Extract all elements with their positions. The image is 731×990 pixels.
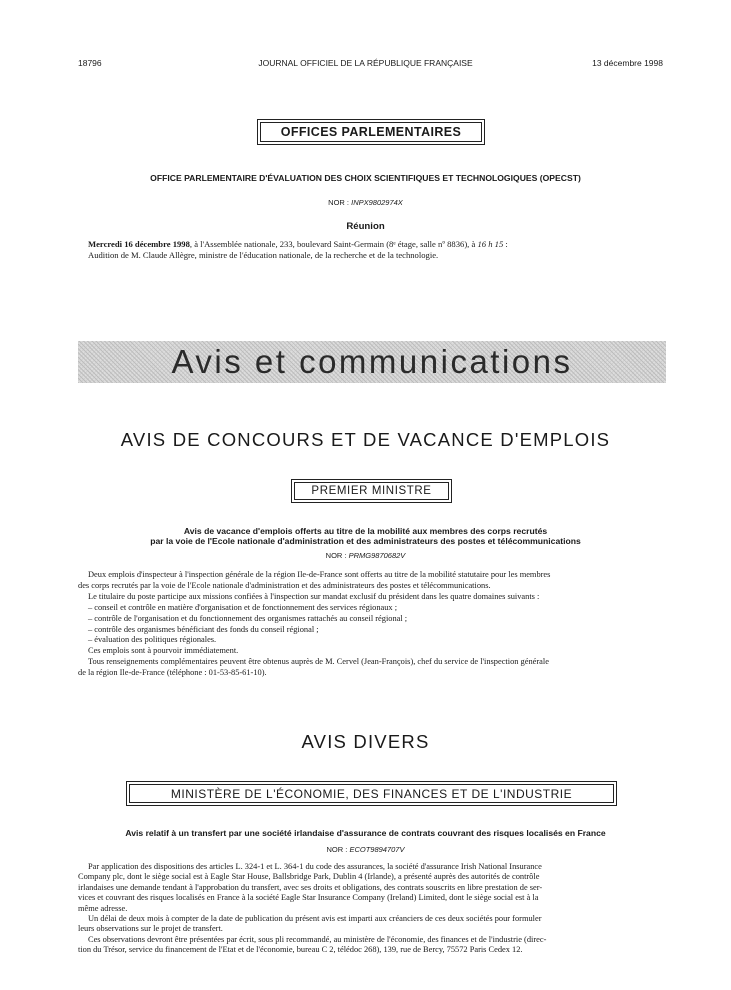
meeting-time: 16 h 15 [477,239,504,249]
nor-label: NOR : [328,198,350,207]
list-item: – conseil et contrôle en matière d'organisation et de fonctionnement des services régionaux ; [88,602,398,612]
divers-section-title: AVIS DIVERS [301,731,430,752]
paragraph-line: Un délai de deux mois à compter de la date de publication du présent avis est imparti aux créanciers de ces deux sociétés pour formuler [88,914,542,924]
paragraph-line: Ces emplois sont à pourvoir immédiatement. [88,646,239,656]
transfer-notice-body [78,862,668,956]
meeting-line-2: Audition de M. Claude Allègre, ministre de l'éducation nationale, de la recherche et de la technologie. [88,250,439,260]
concours-section-title: AVIS DE CONCOURS ET DE VACANCE D'EMPLOIS [120,429,611,450]
nor-code: ECOT9894707V [349,845,405,854]
vacancy-title-line-2: par la voie de l'Ecole nationale d'administration et des administrateurs des postes et télécommunications [150,536,581,546]
paragraph-line: vices et couvrant des risques localisés en France à la société Eagle Star Insurance Company (Ireland) Limited, dont le siège social est à la [78,893,539,903]
nor-label: NOR : [326,845,348,854]
paragraph-line: Tous renseignements complémentaires peuvent être obtenus auprès de M. Cervel (Jean-François), chef du service de l'inspection générale [88,657,549,667]
offices-section-title: OFFICES PARLEMENTAIRES [280,125,462,139]
paragraph-line: Deux emplois d'inspecteur à l'inspection générale de la région Ile-de-France sont offerts au titre de la mobilité statutaire pour les membres [88,570,551,579]
paragraph-line: Company plc, dont le siège social est à Eagle Star House, Ballsbridge Park, Dublin 4 (Irlande), a présenté auprès des autorités de contrôle [78,872,540,882]
meeting-place: , à l'Assemblée nationale, 233, boulevard Saint-Germain (8ᵉ étage, salle nº 8836), à [189,239,478,249]
paragraph-line: Ces observations devront être présentées par écrit, sous pli recommandé, au ministère de l'économie, des finances et de l'industrie (direc- [88,934,547,944]
premier-ministre-label: PREMIER MINISTRE [311,485,432,497]
nor-code: INPX9802974X [351,198,403,207]
nor-code: PRMG9870682V [348,551,406,560]
paragraph-line: de la région Ile-de-France (téléphone : 01-53-85-61-10). [78,668,267,678]
page-number: 18796 [78,58,102,68]
ministry-label: MINISTÈRE DE L'ÉCONOMIE, DES FINANCES ET DE L'INDUSTRIE [170,787,573,801]
paragraph-line: même adresse. [78,903,128,913]
nor-reference [0,845,731,854]
list-item: – contrôle des organismes bénéficiant des fonds du conseil régional ; [88,624,319,634]
paragraph-line: irlandaises une demande tendant à l'approbation du transfert, avec ses droits et obligations, des contrats souscrits en libre prestation de ser- [78,882,543,892]
meeting-colon: : [503,239,508,249]
paragraph-line: tion du Trésor, service du financement de l'Etat et de l'économie, bureau C 2, télédoc 268), 139, rue de Bercy, 75572 Paris Cedex 12. [78,945,523,955]
meeting-subtitle: Réunion [346,221,385,232]
nor-reference [0,551,731,560]
section-banner [78,341,666,383]
ministry-box [126,781,617,806]
paragraph-line: des corps recrutés par la voie de l'Ecole nationale d'administration et des administrateurs des postes et télécommunications. [78,580,491,590]
premier-ministre-box [291,479,452,503]
paragraph-line: leurs observations sur le projet de transfert. [78,924,223,934]
list-item: – évaluation des politiques régionales. [88,635,217,645]
meeting-notice [88,239,668,261]
journal-title: JOURNAL OFFICIEL DE LA RÉPUBLIQUE FRANÇAISE [258,58,473,68]
office-title: OFFICE PARLEMENTAIRE D'ÉVALUATION DES CHOIX SCIENTIFIQUES ET TECHNOLOGIQUES (OPECST) [150,173,581,183]
vacancy-notice-body [78,570,668,679]
meeting-line-1 [88,239,668,250]
paragraph-line: Par application des dispositions des articles L. 324-1 et L. 364-1 du code des assurances, la société d'assurance Irish National Insurance [88,862,542,871]
nor-label: NOR : [325,551,347,560]
nor-reference [0,198,731,207]
vacancy-notice-title [0,526,731,546]
transfer-notice-title: Avis relatif à un transfert par une société irlandaise d'assurance de contrats couvrant des risques localisés en France [125,828,606,838]
meeting-date: Mercredi 16 décembre 1998 [88,239,190,249]
offices-section-box [257,119,485,145]
banner-title: Avis et communications [171,343,573,380]
vacancy-title-line-1: Avis de vacance d'emplois offerts au titre de la mobilité aux membres des corps recrutés [183,526,548,536]
paragraph-line: Le titulaire du poste participe aux missions confiées à l'inspection sur mandat exclusif du président dans les quatre domaines suivants : [88,591,540,601]
list-item: – contrôle de l'organisation et du fonctionnement des organismes rattachés au conseil régional ; [88,613,408,623]
issue-date: 13 décembre 1998 [592,58,663,68]
